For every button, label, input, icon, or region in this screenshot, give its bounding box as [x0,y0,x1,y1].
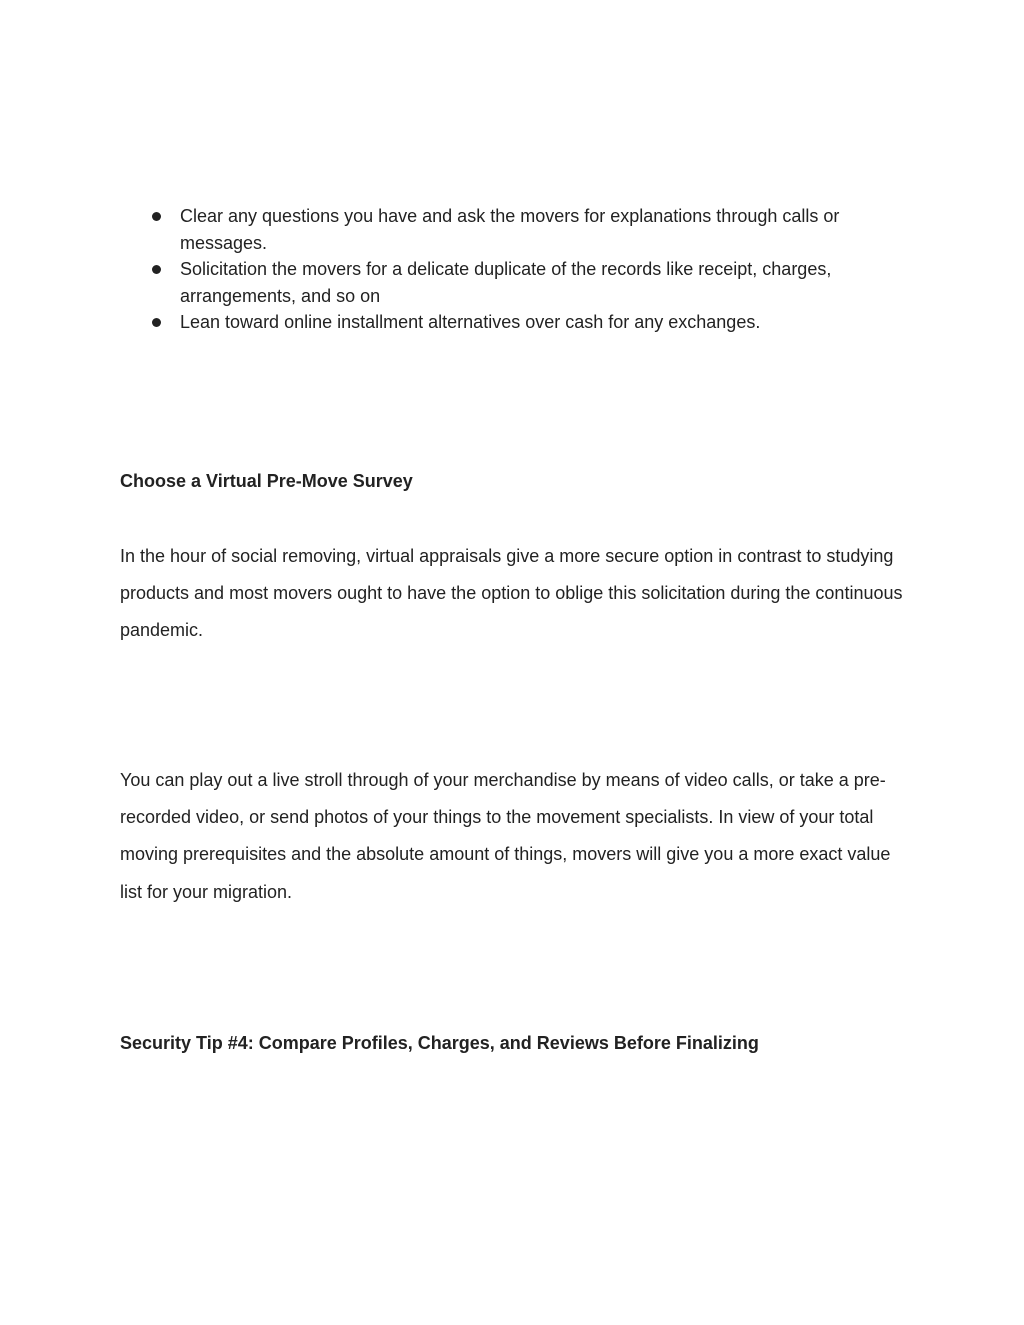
bullet-dot-icon [152,212,161,221]
paragraph-video-walkthrough: You can play out a live stroll through of your merchandise by means of video calls, or take a pre-recorded video, or send photos of your things to the movement specialists. In view of your total moving prerequisites and the absolute amount of things, movers will give you a more exact value list for your migration. [120,770,891,902]
list-item-text: Clear any questions you have and ask the movers for explanations through calls or messages. [180,206,840,253]
bullet-list [120,203,910,336]
bullet-dot-icon [152,265,161,274]
list-item-text: Solicitation the movers for a delicate duplicate of the records like receipt, charges, arrangements, and so on [180,259,832,306]
section-heading-security-tip-4: Security Tip #4: Compare Profiles, Charges, and Reviews Before Finalizing [120,1033,759,1053]
list-item [120,203,910,256]
list-item-text: Lean toward online installment alternatives over cash for any exchanges. [180,312,761,332]
bullet-dot-icon [152,318,161,327]
section-heading-virtual-survey: Choose a Virtual Pre-Move Survey [120,471,413,491]
paragraph-virtual-appraisals: In the hour of social removing, virtual appraisals give a more secure option in contrast to studying products and most movers ought to have the option to oblige this solicitation during the continuous pandemic. [120,546,903,641]
list-item [120,256,910,309]
list-item [120,309,910,336]
